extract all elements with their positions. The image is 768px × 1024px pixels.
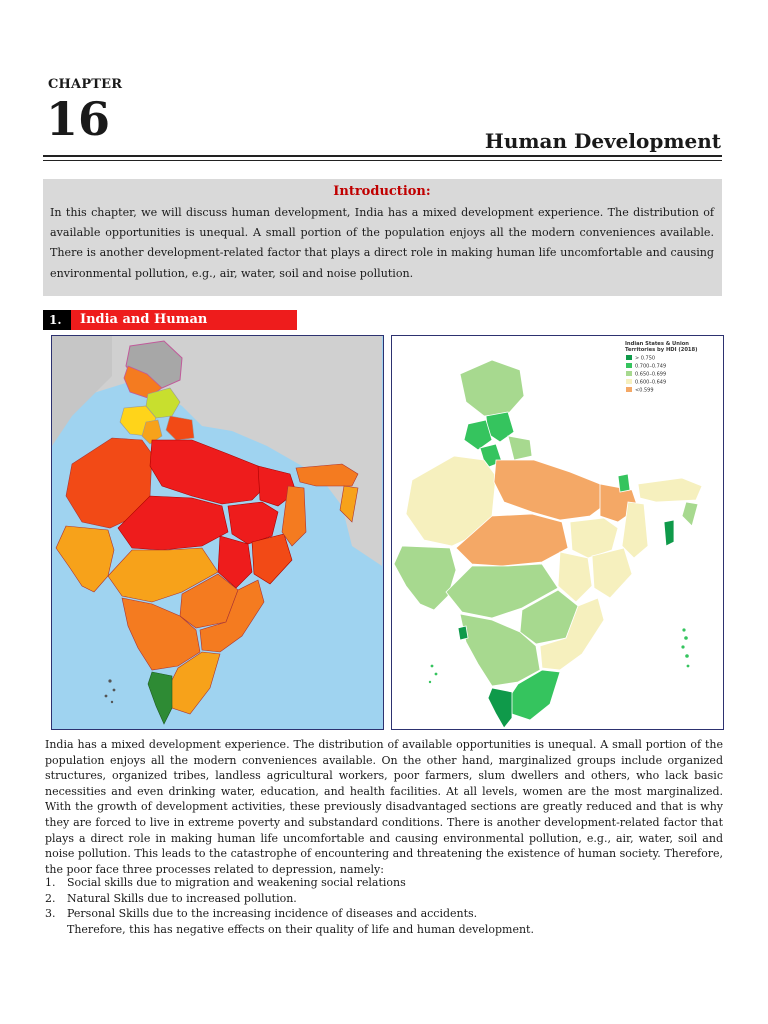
introduction-text: In this chapter, we will discuss human development, India has a mixed development experience. The distribution of available opportunities is unequal. A small portion of the population enjoys all the modern conveniences available. There is another development-related factor that plays a direct role in making human life uncomfortable and causing environmental pollution, e.g., air, water, soil and noise pollution. (50, 206, 714, 280)
closing-sentence: Therefore, this has negative effects on their quality of life and human development. (67, 923, 534, 936)
india-development-map-graphic (52, 336, 382, 728)
legend-swatch (626, 355, 632, 360)
list-item (45, 891, 723, 907)
legend-swatch (626, 371, 632, 376)
chapter-number: 16 (46, 92, 111, 146)
legend-title-line1: Indian States & Union (625, 341, 689, 347)
list-item-number: 3. (45, 907, 56, 921)
india-hdi-map-graphic (392, 336, 722, 728)
body-paragraph: India has a mixed development experience. The distribution of available opportunities is unequal. A small portion of the population enjoys all the modern conveniences available. On the other hand, marginalized groups include organized structures, organized tribes, landless agricultural workers, poor farmers, slum dwellers and others, who lack basic necessities and even drinking water, education, and health facilities. At all levels, women are the most marginalized. With the growth of development activities, these previously disadvantaged sections are greatly reduced and that is why they are forced to live in extreme poverty and substandard conditions. There is another development-related factor that plays a direct role in making human life uncomfortable and causing environmental pollution, e.g., air, water, soil and noise pollution. This leads to the catastrophe of encountering and threatening the existence of human society. Therefore, the poor face three processes related to depression, namely: (45, 738, 723, 876)
introduction-heading: Introduction: (333, 184, 431, 199)
map-legend (626, 355, 666, 394)
section-number: 1. (43, 310, 71, 330)
section-heading (43, 310, 297, 330)
header-rule-thin (43, 160, 722, 161)
header-rule-thick (43, 155, 722, 157)
legend-label: > 0.750 (635, 355, 656, 362)
legend-swatch (626, 379, 632, 384)
legend-label: <0.599 (635, 387, 654, 394)
list-item (45, 875, 723, 891)
list-item-text: Personal Skills due to the increasing incidence of diseases and accidents. (67, 907, 478, 921)
chapter-title: Human Development (484, 129, 721, 153)
list-item-text: Social skills due to migration and weakening social relations (67, 876, 406, 889)
legend-label: 0.700–0.749 (635, 363, 667, 370)
legend-label: 0.600–0.649 (635, 379, 667, 386)
section-title: India and Human (71, 310, 297, 330)
legend-swatch (626, 363, 632, 368)
legend-title-line2: Territories by HDI (2018) (625, 347, 698, 353)
skills-list (45, 875, 723, 922)
introduction-box (43, 179, 722, 296)
list-item-number: 2. (45, 891, 56, 905)
list-item (45, 906, 723, 922)
legend-label: 0.650–0.699 (635, 371, 667, 378)
list-item-number: 1. (45, 876, 56, 889)
india-development-map (51, 335, 384, 730)
india-hdi-map (391, 335, 724, 730)
chapter-label: CHAPTER (48, 77, 123, 92)
list-item-text: Natural Skills due to increased pollution. (67, 891, 297, 905)
legend-swatch (626, 387, 632, 392)
